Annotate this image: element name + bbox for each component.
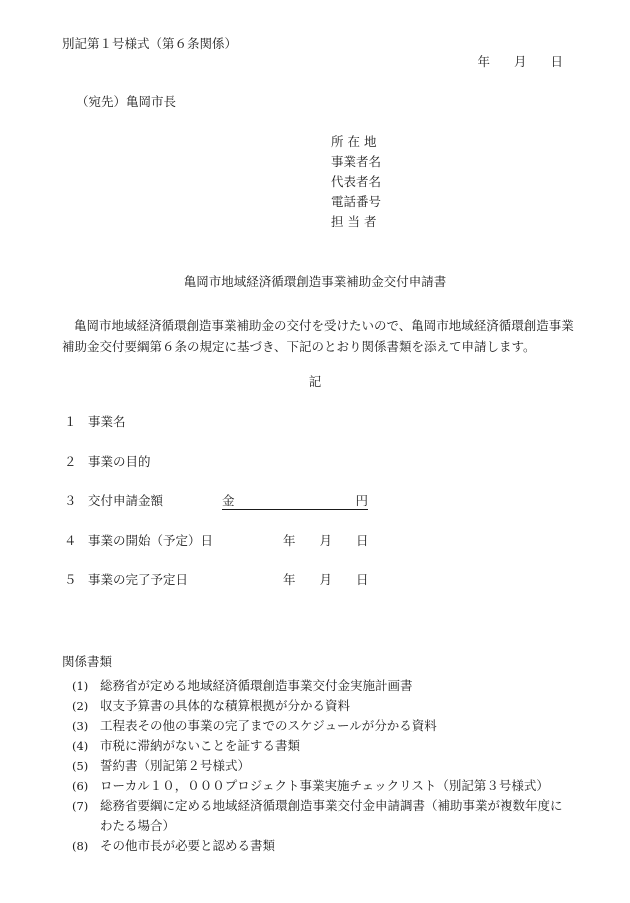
list-item-number: (7)	[72, 799, 89, 813]
item-label: 事業の完了予定日	[88, 572, 189, 587]
list-item-text: ローカル１０，０００プロジェクト事業実施チェックリスト（別記第３号様式）	[100, 778, 549, 793]
field-address-label: 所 在 地	[331, 134, 377, 149]
completion-day-label: 日	[356, 572, 369, 587]
list-item	[72, 696, 572, 716]
list-item-number: (8)	[72, 839, 89, 853]
item-number: ２	[64, 454, 77, 469]
list-item	[72, 676, 572, 696]
document-title: 亀岡市地域経済循環創造事業補助金交付申請書	[183, 274, 447, 289]
list-item	[72, 756, 572, 776]
item-project-purpose	[64, 456, 151, 469]
list-item-text: その他市長が必要と認める書類	[100, 838, 276, 853]
list-item-number: (5)	[72, 759, 89, 773]
list-item-number: (6)	[72, 779, 89, 793]
list-item-number: (4)	[72, 739, 89, 753]
date-year-label: 年	[477, 54, 490, 69]
list-item-text: 市税に滞納がないことを証する書類	[100, 738, 301, 753]
addressee: （宛先）亀岡市長	[76, 94, 177, 109]
field-phone-label: 電話番号	[331, 194, 382, 209]
field-representative-label: 代表者名	[331, 174, 382, 189]
list-item-number: (2)	[72, 699, 89, 713]
list-item-number: (3)	[72, 719, 89, 733]
form-label: 別記第１号様式（第６条関係）	[62, 36, 238, 51]
list-item	[72, 836, 572, 856]
date-day-label: 日	[550, 54, 563, 69]
list-item-text: 誓約書（別記第２号様式）	[100, 758, 251, 773]
related-documents-list	[72, 676, 572, 856]
list-item-text: 収支予算書の具体的な積算根拠が分かる資料	[100, 698, 351, 713]
field-contact-person-label: 担 当 者	[331, 214, 377, 229]
amount-suffix: 円	[355, 493, 368, 508]
applicant-fields	[331, 136, 381, 236]
list-item-text: 総務省要綱に定める地域経済循環創造事業交付金申請調書（補助事業が複数年度にわたる場合）	[100, 798, 563, 833]
completion-date-field	[283, 574, 369, 587]
ki-heading: 記	[308, 374, 322, 389]
completion-year-label: 年	[283, 572, 296, 587]
item-project-name	[64, 416, 126, 429]
list-item-text: 工程表その他の事業の完了までのスケジュールが分かる資料	[100, 718, 437, 733]
amount-field	[222, 495, 368, 510]
list-item	[72, 716, 572, 736]
date-line	[477, 56, 563, 69]
item-number: ３	[64, 493, 77, 508]
start-year-label: 年	[283, 533, 296, 548]
item-label: 事業の開始（予定）日	[88, 533, 214, 548]
start-day-label: 日	[356, 533, 369, 548]
completion-month-label: 月	[319, 572, 333, 587]
field-business-name-label: 事業者名	[331, 154, 382, 169]
item-label: 事業の目的	[88, 454, 151, 469]
item-number: ５	[64, 572, 77, 587]
date-month-label: 月	[513, 54, 527, 69]
item-requested-amount	[64, 495, 163, 508]
item-start-date	[64, 535, 213, 548]
list-item	[72, 736, 572, 756]
item-label: 事業名	[88, 414, 126, 429]
list-item	[72, 776, 572, 796]
related-documents-heading: 関係書類	[62, 654, 113, 669]
list-item-text: 総務省が定める地域経済循環創造事業交付金実施計画書	[100, 678, 413, 693]
list-item-number: (1)	[72, 679, 89, 693]
item-completion-date	[64, 574, 188, 587]
item-number: ４	[64, 533, 77, 548]
item-number: １	[64, 414, 77, 429]
list-item	[72, 796, 572, 836]
amount-prefix: 金	[222, 493, 235, 508]
item-label: 交付申請金額	[88, 493, 164, 508]
body-paragraph: 亀岡市地域経済循環創造事業補助金の交付を受けたいので、亀岡市地域経済循環創造事業補助金交付要綱第６条の規定に基づき、下記のとおり関係書類を添えて申請します。	[62, 318, 574, 354]
start-date-field	[283, 535, 369, 548]
start-month-label: 月	[319, 533, 333, 548]
